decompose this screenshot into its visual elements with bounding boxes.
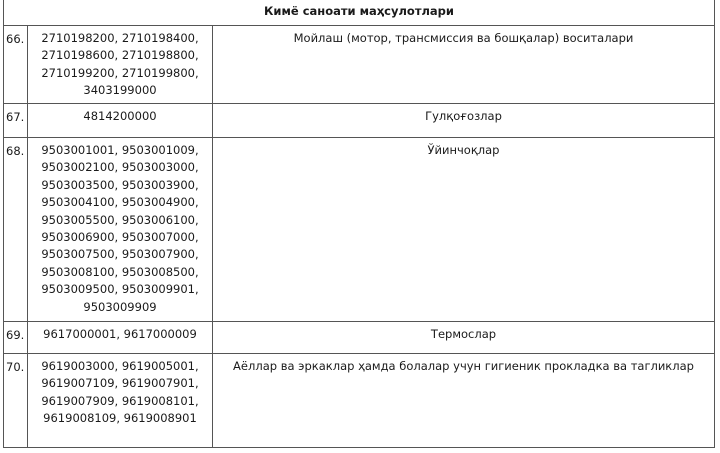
row-number: 69. — [4, 322, 28, 354]
row-product-name: Гулқоғозлар — [213, 104, 715, 138]
section-title: Кимё саноати маҳсулотлари — [4, 0, 715, 26]
code-line: 9503009909 — [83, 299, 157, 314]
code-line: 4814200000 — [83, 109, 157, 123]
row-product-name: Мойлаш (мотор, трансмиссия ва бошқалар) воситалари — [213, 26, 715, 104]
code-line: 9619008109, 9619008901 — [43, 411, 197, 426]
row-number: 70. — [4, 354, 28, 448]
table-row — [4, 322, 715, 354]
code-line: 9619007109, 9619007901, — [41, 376, 199, 391]
row-number: 66. — [4, 26, 28, 104]
table-row — [4, 26, 715, 104]
row-codes — [28, 322, 213, 354]
section-header-row — [4, 0, 715, 26]
table-row — [4, 354, 715, 448]
code-line: 9503005500, 9503006100, — [41, 212, 199, 227]
products-table — [3, 0, 715, 448]
table-row — [4, 138, 715, 322]
code-line: 2710198200, 2710198400, — [41, 31, 199, 45]
code-line: 9619007909, 9619008101, — [41, 393, 199, 408]
row-number: 68. — [4, 138, 28, 322]
row-number: 67. — [4, 104, 28, 138]
row-codes — [28, 138, 213, 322]
code-line: 2710199200, 2710199800, — [41, 65, 199, 80]
code-line: 2710198600, 2710198800, — [41, 48, 199, 63]
code-line: 9617000001, 9617000009 — [43, 327, 197, 341]
code-line: 9503009500, 9503009901, — [41, 282, 199, 297]
code-line: 3403199000 — [83, 83, 157, 98]
row-product-name: Ўйинчоқлар — [213, 138, 715, 322]
code-line: 9503003500, 9503003900, — [41, 177, 199, 192]
row-codes — [28, 26, 213, 104]
row-codes — [28, 354, 213, 448]
code-line: 9503002100, 9503003000, — [41, 160, 199, 175]
row-product-name: Аёллар ва эркаклар ҳамда болалар учун гигиеник прокладка ва тагликлар — [213, 354, 715, 448]
code-line: 9503006900, 9503007000, — [41, 230, 199, 245]
row-codes — [28, 104, 213, 138]
code-line: 9503007500, 9503007900, — [41, 247, 199, 262]
code-line: 9619003000, 9619005001, — [41, 359, 199, 373]
table-row — [4, 104, 715, 138]
row-product-name: Термослар — [213, 322, 715, 354]
code-line: 9503001001, 9503001009, — [41, 143, 199, 157]
code-line: 9503008100, 9503008500, — [41, 264, 199, 279]
code-line: 9503004100, 9503004900, — [41, 195, 199, 210]
